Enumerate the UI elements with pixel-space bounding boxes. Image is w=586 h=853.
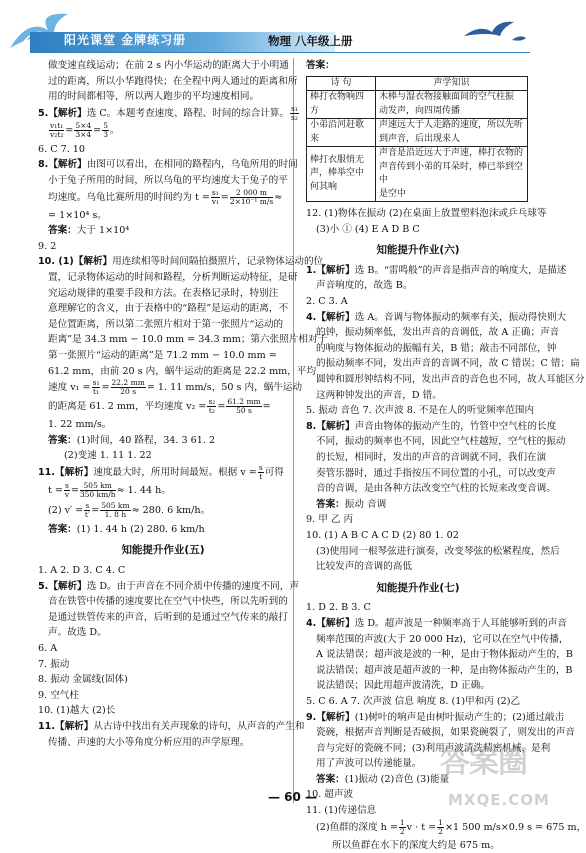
fraction: $\frac{505 km}{350 km/h}$	[79, 480, 116, 499]
q11-equation: (2) v′ = $\frac{s}{t'}$ = $\frac{505 km}{1. 8 h}$ ≈ 280. 6 km/h。	[48, 500, 211, 519]
s6-q10: 10. (1) A B C A C D (2) 80 1. 02	[306, 529, 459, 541]
answer-line: 答案：(1) 1. 44 h (2) 280. 6 km/h	[48, 523, 205, 535]
text-line: 频率范围的声波(大于 20 000 Hz)，它可以在空气中传播，	[316, 633, 569, 645]
q12-answer: 12. (1)物体在振动 (2)在桌面上放置塑料泡沫或乒乓球等	[306, 208, 547, 220]
text-line: 是通过铁管传来的声音，后听到的是通过空气传来的敲打	[48, 611, 288, 623]
q8-equation: 均速度。乌龟比赛所用的时间约为 t = $\frac{\text{s₁}}{\text{v₁}}$ = $\frac{2 000 m}{\text{2×10⁻¹ m/s}}$ ≈	[48, 187, 283, 206]
fraction: $\frac{\text{s₁}}{\text{t₁}}$	[92, 378, 100, 397]
text-line: 的振动频率不同，发出声音的音调不同，故 C 错误；C 错；扁	[316, 358, 580, 370]
text-line: 用的时间都相等，所以两人跑步的平均速度相同。	[48, 91, 260, 103]
s5-q5-line: 5.【解析】选 D。由于声音在不同介质中传播的速度不同，声	[38, 580, 299, 592]
text-line: 究运动规律的重要手段和方法。在表格记录时，特别注	[48, 287, 279, 299]
answer-line: (2)变速 1. 11 1. 22	[64, 450, 152, 462]
s6-q5: 5. 振动 音色 7. 次声波 8. 不是在人的听觉频率范围内	[306, 405, 535, 417]
section-title: 知能提升作业(五)	[121, 544, 205, 557]
answer-line: 答案：振动 音调	[316, 498, 387, 510]
watermark-url: MXQE.COM	[448, 791, 550, 809]
analysis-tag: 4.【解析】	[306, 617, 355, 629]
text-line: = 1×10⁴ s。	[48, 209, 107, 221]
book-title: 阳光课堂 金牌练习册	[64, 33, 187, 47]
q5-line	[38, 103, 298, 122]
s5-q6: 6. A	[38, 643, 58, 655]
subject-grade: 物理 八年级上册	[268, 34, 353, 48]
text-line: 所以鱼群在水下的深度大约是 675 m。	[332, 839, 500, 851]
s6-q9: 9. 甲 乙 丙	[306, 514, 354, 526]
table-cell: 小弟沿河赶歌 来	[307, 119, 376, 147]
q12-answer: (3)小 ① (4) E A D B C	[316, 223, 420, 235]
fraction: $\frac{5\times 4}{3\times 4}$	[75, 120, 92, 139]
text-line: 音的音调，是由各种方法改变空气柱的长短来改变音调。	[316, 483, 556, 495]
fraction: $\frac{\text{v₁t₁}}{\text{v₂t₂}}$	[50, 120, 64, 139]
s5-q9: 9. 空气柱	[38, 689, 79, 701]
q10-equation: 的距离是 61. 2 mm，平均速度 v₂ = $\frac{\text{s₂}}{\text{t₂}}$ = $\frac{61.2 mm}{50 s}$ =	[48, 397, 271, 416]
text-line: 1. 22 mm/s。	[48, 419, 112, 431]
answer-label: 答案：	[306, 60, 335, 71]
table-header: 诗 句	[307, 76, 376, 91]
analysis-tag: 11.【解析】	[38, 466, 94, 478]
section-title: 知能提升作业(六)	[376, 244, 460, 257]
q11-equation: t = $\frac{s}{v}$ = $\frac{505 km}{350 km/h}$ ≈ 1. 44 h。	[48, 480, 171, 499]
table-cell: 木棒与湿衣物接触面间的空气柱振 动发声，向四周传播	[376, 91, 528, 119]
watermark-logo	[440, 745, 558, 815]
text-line: 过的距离，所以小华跑得快；在全程中两人通过的距离和所	[48, 75, 298, 87]
analysis-tag: 8.【解析】	[306, 420, 355, 432]
fraction: $\frac{\text{s₂}}{\text{t₂}}$	[208, 397, 216, 416]
text-line: 意理解它的含义，由于表格中的“路程”是运动的距离，不	[48, 303, 289, 315]
right-column	[306, 58, 586, 853]
s7-q1: 1. D 2. B 3. C	[306, 602, 371, 614]
poem-acoustics-table	[306, 76, 528, 203]
text-line: 音与完好的瓷碗不同；(3)利用声波清洗精密机械，是利	[316, 742, 551, 754]
s7-q4-line: 4.【解析】选 D。超声波是一种频率高于人耳能够听到的声音	[306, 617, 567, 629]
s6-q1-line: 1.【解析】选 B。“雷鸣般”的声音是指声音的响度大，是描述	[306, 264, 567, 276]
table-row	[307, 91, 528, 119]
q11-line: 11.【解析】速度最大时，所用时间最短。根据 v = $\frac{s}{t}$ 可得	[38, 462, 284, 481]
swallow-icon	[462, 18, 534, 48]
fraction: $\frac{2 000 m}{\text{2×10⁻¹ m/s}}$	[229, 187, 274, 206]
text-line: 说法错误；超声波是超声波的一种，是由物体振动产生的，B	[316, 664, 573, 676]
s5-q10: 10. (1)越大 (2)长	[38, 705, 116, 717]
answer-line: 答案：(1)时间，40 路程，34. 3 61. 2	[48, 434, 216, 446]
s6-q8-line: 8.【解析】声音由物体的振动产生的，竹管中空气柱的长度	[306, 420, 557, 432]
text-line: 是位置距离，所以第二张照片相对于第一张照片“运动的	[48, 318, 284, 330]
text-line: 这两种钟发出的声音，D 错。	[316, 389, 442, 401]
text-line: 小于兔子所用的时间，所以乌龟的平均速度大于兔子的平	[48, 174, 288, 186]
text-line: 距离”是 34.3 mm − 10.0 mm = 34.3 mm；第六张照片相对于	[48, 334, 328, 346]
q5-equation: $\frac{\text{v₁t₁}}{\text{v₂t₂}}$ = $\frac{5\times 4}{3\times 4}$ = $\frac{5}{3}$ 。	[50, 120, 120, 139]
fraction: $\frac{5}{3}$	[103, 120, 108, 139]
fraction: $\frac{61.2 mm}{50 s}$	[227, 397, 261, 416]
text: 选 C。本题考查速度、路程、时间的综合计算。	[86, 107, 289, 119]
s7-q9-line: 9.【解析】(1)树叶的响声是由树叶振动产生的；(2)通过敲击	[306, 711, 565, 723]
analysis-tag: 11.【解析】	[38, 721, 94, 732]
fraction: $\frac{\text{s₁}}{\text{s₂}}$	[290, 103, 298, 122]
analysis-tag: 9.【解析】	[306, 711, 355, 723]
q10-line: 10. (1)【解析】用连续相等时间间隔拍摄照片，记录物体运动的位	[38, 256, 324, 268]
s5-q1: 1. A 2. D 3. C 4. C	[38, 565, 126, 577]
section-title: 知能提升作业(七)	[376, 581, 460, 594]
analysis-tag: 1.【解析】	[306, 264, 355, 276]
fraction: $\frac{\text{s₁}}{\text{v₁}}$	[211, 187, 219, 206]
text-line: 音在铁管中传播的速度要比在空气中快些，所以先听到的	[48, 596, 288, 608]
fraction: $\frac{1}{2}$	[438, 817, 443, 836]
page-header	[0, 0, 563, 56]
text-line: 不同，振动的频率也不同，因此空气柱越短，空气柱的振动	[316, 436, 566, 448]
table-row	[307, 147, 528, 202]
s7-q11: 11. (1)传递信息	[306, 805, 377, 817]
text-line: 用了声波可以传递能量。	[316, 758, 422, 770]
analysis-tag: 10. (1)【解析】	[38, 256, 113, 268]
text-line: 做变速直线运动；在前 2 s 内小华运动的距离大于小明通	[48, 60, 289, 71]
text-line: (3)使用同一根琴弦进行演奏，改变琴弦的松紧程度，然后	[316, 545, 560, 557]
s7-q10: 10. 超声波	[306, 789, 354, 801]
text-line: 置，记录物体运动的时间和路程，分析判断运动特征，是研	[48, 271, 298, 283]
watermark-text: 答案圈	[440, 745, 527, 780]
table-cell: 棒打衣服悄无 声，棒举空中 何其响	[307, 147, 376, 202]
text-line: 传播、声速的大小等角度分析应用的声学原理。	[48, 736, 250, 748]
text-line: 比较发声的音调的高低	[316, 561, 412, 573]
table-header: 声学知识	[376, 76, 528, 91]
table-cell: 棒打衣物响四 方	[307, 91, 376, 119]
answer-line: 答案：大于 1×10⁴	[48, 225, 130, 237]
fraction: $\frac{22.2 mm}{20 s}$	[111, 378, 145, 397]
s7-q11-equation: (2)鱼群的深度 h = $\frac{1}{2}$ v · t = $\frac{1}{2}$ ×1 500 m/s×0.9 s = 675 m，	[316, 817, 586, 836]
s6-q4-line: 4.【解析】选 A。音调与物体振动的频率有关，振动得快则大	[306, 311, 567, 323]
text-line: 的钟，振动频率低，发出声音的音调低，故 A 正确；声音	[316, 327, 560, 339]
q9-answer: 9. 2	[38, 240, 57, 252]
text-line: 的响度与物体振动的振幅有关，B 错；敲击不同部位，钟	[316, 342, 557, 354]
text-line: 声。故选 D。	[48, 627, 107, 639]
q8-line: 8.【解析】由图可以看出，在相同的路程内，乌龟所用的时间	[38, 159, 298, 171]
fraction: $\frac{s}{t}$	[258, 462, 263, 481]
fraction: $\frac{505 km}{1. 8 h}$	[101, 500, 130, 519]
text-line: 的长短，相同时，发出的声音的音调就不同，我们在演	[316, 452, 547, 463]
s5-q7: 7. 振动	[38, 658, 70, 670]
table-row	[307, 119, 528, 147]
q6-answer: 6. C 7. 10	[38, 143, 86, 155]
table-cell: 声音是沿近远大于声速，棒打衣物的 声音传到小弟的耳朵时，棒已举到空中 是空中	[376, 147, 528, 202]
q10-equation: 速度 v₁ = $\frac{\text{s₁}}{\text{t₁}}$ = $\frac{22.2 mm}{20 s}$ = 1. 11 mm/s，50 s 内，蜗牛运动	[48, 378, 303, 397]
text-line: 第一张照片“运动的距离”是 71.2 mm − 10.0 mm =	[48, 349, 277, 361]
page-number: — 60 —	[268, 790, 318, 804]
table-cell: 声速远大于人走路的速度，所以先听 到声音，后出现来人	[376, 119, 528, 147]
text-line: A 说法错误；超声波是波的一种，是由于物体振动产生的，B	[316, 649, 573, 661]
text-line: 瓷碗，根据声音判断是否破损，如果瓷碗裂了，则发出的声音	[316, 727, 576, 739]
analysis-tag: 8.【解析】	[38, 159, 87, 171]
s5-q11-line: 11.【解析】从古诗中找出有关声现象的诗句，从声音的产生和	[38, 721, 305, 732]
analysis-tag: 5.【解析】	[38, 107, 87, 119]
analysis-tag: 4.【解析】	[306, 311, 355, 323]
s5-q8: 8. 振动 金属线(固体)	[38, 674, 128, 686]
s7-q5: 5. C 6. A 7. 次声波 信息 响度 8. (1)甲和丙 (2)乙	[306, 695, 521, 707]
fraction: $\frac{s}{v}$	[64, 480, 69, 499]
text-line: 61.2 mm，由前 20 s 内，蜗牛运动的距离是 22.2 mm，平均	[48, 365, 317, 377]
text-line: 圆钟和圆形钟结构不同，发出声音的音色也不同，故人耳能区分	[316, 374, 585, 386]
text-line: 奏管乐器时，通过手指按压不同位置的小孔，可以改变声	[316, 467, 556, 479]
fraction: $\frac{1}{2}$	[399, 817, 405, 836]
answer-line: 答案：(1)振动 (2)音色 (3)能量	[316, 773, 450, 785]
text-line: 声音响度的，故选 B。	[316, 280, 413, 292]
text-line: 说法错误；因此用超声波清洗，D 正确。	[316, 680, 490, 692]
s6-q2: 2. C 3. A	[306, 296, 348, 308]
fraction: $\frac{s}{t'}$	[84, 500, 90, 519]
header-rule	[30, 52, 530, 53]
table-header-row	[307, 76, 528, 91]
analysis-tag: 5.【解析】	[38, 580, 87, 592]
